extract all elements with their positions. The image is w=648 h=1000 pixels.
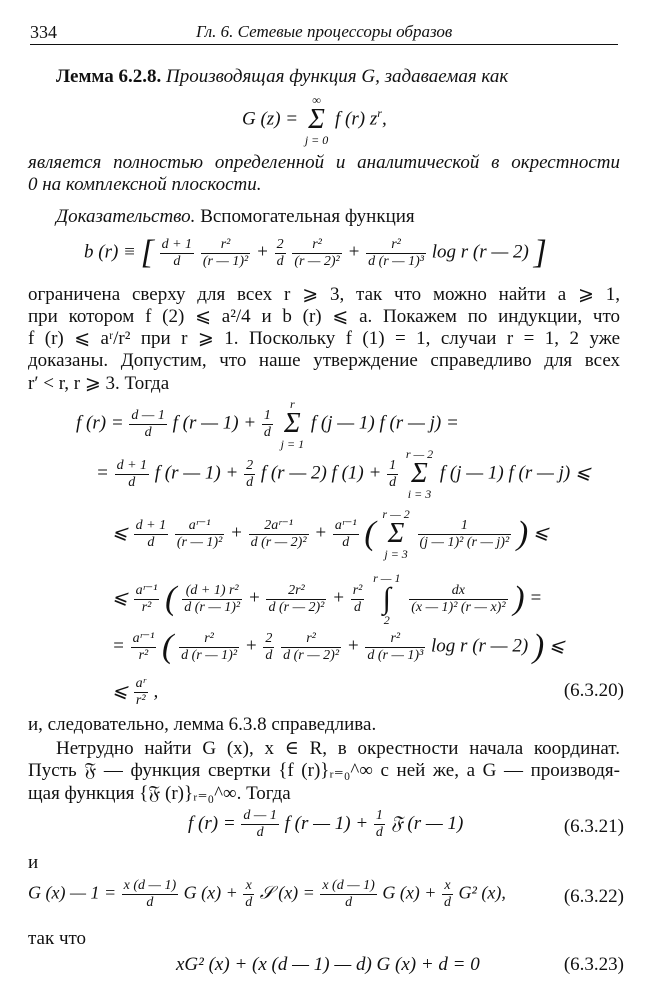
derivation-line-3: [112, 508, 549, 560]
d5-frac3: $\frac{2}{d}$: [265, 630, 273, 663]
lemma-line: [56, 66, 508, 88]
e21-frac1: $\frac{d — 1}{d}$: [243, 808, 277, 840]
d3-p2: +: [314, 522, 328, 544]
running-title: Гл. 6. Сетевые процессоры образов: [196, 22, 453, 41]
paren-close: ): [516, 515, 529, 552]
derivation-line-6: [112, 676, 158, 709]
d4-frac2: $\frac{\text{(d + 1) r²}}{\text{d (r — 1)²}}$: [184, 582, 241, 615]
d5-tail: log r (r — 2): [431, 635, 529, 657]
so-that: так что: [28, 928, 87, 949]
paren-open: (: [165, 580, 177, 617]
sigma: Σ: [308, 104, 325, 135]
d5-frac5: $\frac{\text{r²}}{\text{d (r — 1)³}}$: [367, 630, 424, 663]
eqnum-6-3-23: (6.3.23): [563, 954, 624, 975]
bracket-close: ]: [533, 234, 547, 271]
formula-tail: ,: [381, 108, 387, 130]
lemma-statement-start: Производящая функция G, задаваемая как: [165, 66, 509, 87]
proof-intro-text: Вспомогательная функция: [200, 206, 415, 227]
eqnum-6-3-20: (6.3.20): [563, 680, 624, 701]
d4-a: ⩽: [112, 587, 128, 609]
and-word: и: [28, 852, 39, 873]
d2-d: f (j — 1) f (r — j) ⩽: [439, 462, 591, 484]
d5-frac1: $\frac{\text{aʳ⁻¹}}{\text{r²}}$: [132, 630, 155, 663]
proof-line-5: r′ < r, r ⩾ 3. Тогда: [28, 373, 170, 394]
bfunc-lhs: b (r) ≡: [84, 241, 136, 263]
formula-lhs: G (z) =: [242, 108, 299, 130]
formula-sup: r: [377, 106, 382, 121]
eqnum-6-3-22: (6.3.22): [563, 886, 624, 907]
sum-symbol: [305, 94, 328, 146]
bracket-open: [: [140, 234, 154, 271]
e21-c: 𝔉 (r — 1): [390, 812, 464, 834]
bfunc-frac1b: $\frac{\text{r²}}{\text{(r — 1)²}}$: [202, 236, 249, 269]
bfunc-frac1: $\frac{d + 1}{d}$: [161, 236, 193, 269]
e22-frac2: $\frac{x}{d}$: [245, 878, 253, 910]
after-line-1: и, следовательно, лемма 6.3.8 справедлива.: [28, 714, 377, 735]
derivation-line-5: [112, 630, 565, 664]
sum-bottom: j = 0: [304, 133, 329, 147]
d2-a: =: [96, 462, 109, 484]
lemma-label: Лемма 6.2.8.: [56, 66, 162, 87]
equation-6-3-22: [28, 878, 506, 911]
bfunc-frac2b: $\frac{\text{r²}}{\text{(r — 2)²}}$: [294, 236, 340, 269]
d3-sum: r — 2 Σ j = 3: [382, 507, 410, 561]
d6-end: ,: [153, 680, 159, 702]
d5-frac4: $\frac{\text{r²}}{\text{d (r — 2)²}}$: [283, 630, 340, 663]
d4-frac5: $\frac{dx}{\text{(x — 1)² (r — x)²}}$: [411, 582, 506, 615]
d3-end: ⩽: [533, 522, 549, 544]
d4-end: =: [529, 587, 543, 609]
bfunc-plus1: +: [255, 241, 269, 263]
derivation-line-4: [112, 572, 542, 626]
sum-top: ∞: [312, 93, 321, 107]
proof-line-2: при котором f (2) ⩽ a²/4 и b (r) ⩽ a. Покажем по индукции, что: [28, 306, 620, 327]
d1-c: f (j — 1) f (r — j) =: [310, 412, 459, 434]
d2-c: f (r — 2) f (1) +: [260, 462, 382, 484]
d4-integral: r — 1 ∫ 2: [373, 571, 401, 627]
e22-frac3: $\frac{x (d — 1)}{d}$: [322, 878, 375, 910]
formula-body: f (r) z: [335, 108, 378, 130]
e22-d: G (x) +: [382, 882, 437, 903]
derivation-line-1: [76, 398, 459, 450]
proof-line-3: f (r) ⩽ aʳ/r² при r ⩾ 1. Поскольку f (1) = 1, случаи r = 1, 2 уже: [28, 328, 620, 349]
d4-frac4: $\frac{\text{r²}}{d}$: [352, 582, 363, 615]
equation-6-3-23: xG² (x) + (x (d — 1) — d) G (x) + d = 0: [176, 954, 480, 975]
e21-a: f (r) =: [188, 812, 236, 834]
d3-frac4: $\frac{\text{aʳ⁻¹}}{d}$: [334, 517, 357, 550]
e22-frac4: $\frac{x}{d}$: [443, 878, 451, 910]
d5-p2: +: [346, 635, 360, 657]
lemma-statement-line2: 0 на комплексной плоскости.: [28, 174, 262, 195]
proof-line-1: ограничена сверху для всех r ⩾ 3, так что можно найти a ⩾ 1,: [28, 284, 620, 305]
e21-b: f (r — 1) +: [284, 812, 369, 834]
bfunc-frac2: $\frac{2}{d}$: [276, 236, 284, 269]
d3-a: ⩽: [112, 522, 128, 544]
d2-frac3: $\frac{1}{d}$: [389, 457, 397, 490]
d5-frac2: $\frac{\text{r²}}{\text{d (r — 1)²}}$: [181, 630, 238, 663]
after-line-2: Нетрудно найти G (x), x ∈ R, в окрестности начала координат.: [56, 738, 620, 759]
d2-frac1: $\frac{d + 1}{d}$: [116, 457, 148, 490]
d1-frac2: $\frac{1}{d}$: [263, 407, 271, 440]
bfunc-frac3: $\frac{\text{r²}}{\text{d (r — 1)³}}$: [368, 236, 424, 269]
d6-frac1: $\frac{\text{aʳ}}{\text{r²}}$: [135, 676, 146, 708]
d3-frac5: $\frac{1}{\text{(j — 1)² (r — j)²}}$: [419, 517, 510, 550]
proof-label: Доказательство.: [56, 206, 196, 227]
proof-line-4: доказаны. Допустим, что наше утверждение справедливо для всех: [28, 350, 620, 371]
proof-intro: [56, 206, 415, 228]
d4-p1: +: [247, 587, 261, 609]
d5-a: =: [112, 635, 125, 657]
d5-p1: +: [244, 635, 258, 657]
paren-close: ): [532, 628, 545, 665]
equation-6-3-21: [188, 808, 463, 841]
lemma-statement-line1: является полностью определенной и аналитической в окрестности: [28, 152, 620, 173]
e22-b: G (x) +: [183, 882, 238, 903]
e22-a: G (x) — 1 =: [28, 882, 117, 903]
d4-p2: +: [332, 587, 345, 609]
d3-frac3: $\frac{\text{2aʳ⁻¹}}{\text{d (r — 2)²}}$: [250, 517, 307, 550]
d1-b: f (r — 1) +: [172, 412, 257, 434]
e22-c: 𝒮 (x) =: [259, 882, 315, 903]
d2-b: f (r — 1) +: [154, 462, 239, 484]
d2-frac2: $\frac{2}{d}$: [246, 457, 254, 490]
paren-close: ): [513, 580, 525, 617]
bfunc-formula: [84, 236, 547, 270]
bfunc-plus2: +: [347, 241, 361, 263]
paren-open: (: [364, 515, 376, 552]
d1-frac1: $\frac{d — 1}{d}$: [131, 407, 165, 440]
header-rule: [30, 44, 618, 45]
d1-sum: r Σ j = 1: [280, 397, 305, 451]
bfunc-tail: log r (r — 2): [431, 241, 529, 263]
after-line-3: Пусть 𝔉 — функция свертки {f (r)}ᵣ₌₀^∞ с ней же, а G — производя-: [28, 760, 620, 781]
d4-frac1: $\frac{\text{aʳ⁻¹}}{\text{r²}}$: [135, 582, 158, 615]
lemma-formula: [242, 94, 387, 146]
d3-frac1: $\frac{d + 1}{d}$: [135, 517, 167, 550]
eqnum-6-3-21: (6.3.21): [563, 816, 624, 837]
d2-sum: r — 2 Σ i = 3: [405, 447, 434, 501]
e22-e: G² (x),: [458, 882, 506, 903]
e22-frac1: $\frac{x (d — 1)}{d}$: [123, 878, 177, 910]
e21-frac2: $\frac{1}{d}$: [375, 808, 383, 840]
d1-a: f (r) =: [76, 412, 124, 434]
derivation-line-2: [96, 448, 591, 500]
paren-open: (: [162, 628, 174, 665]
d5-end: ⩽: [548, 635, 565, 657]
after-line-4: щая функция {𝔉 (r)}ᵣ₌₀^∞. Тогда: [28, 783, 291, 804]
page-number: 334: [30, 22, 57, 42]
d4-frac3: $\frac{\text{2r²}}{\text{d (r — 2)²}}$: [268, 582, 325, 615]
d3-frac2: $\frac{\text{aʳ⁻¹}}{\text{(r — 1)²}}$: [176, 517, 223, 550]
d6-a: ⩽: [112, 680, 128, 702]
d3-p1: +: [230, 522, 243, 544]
